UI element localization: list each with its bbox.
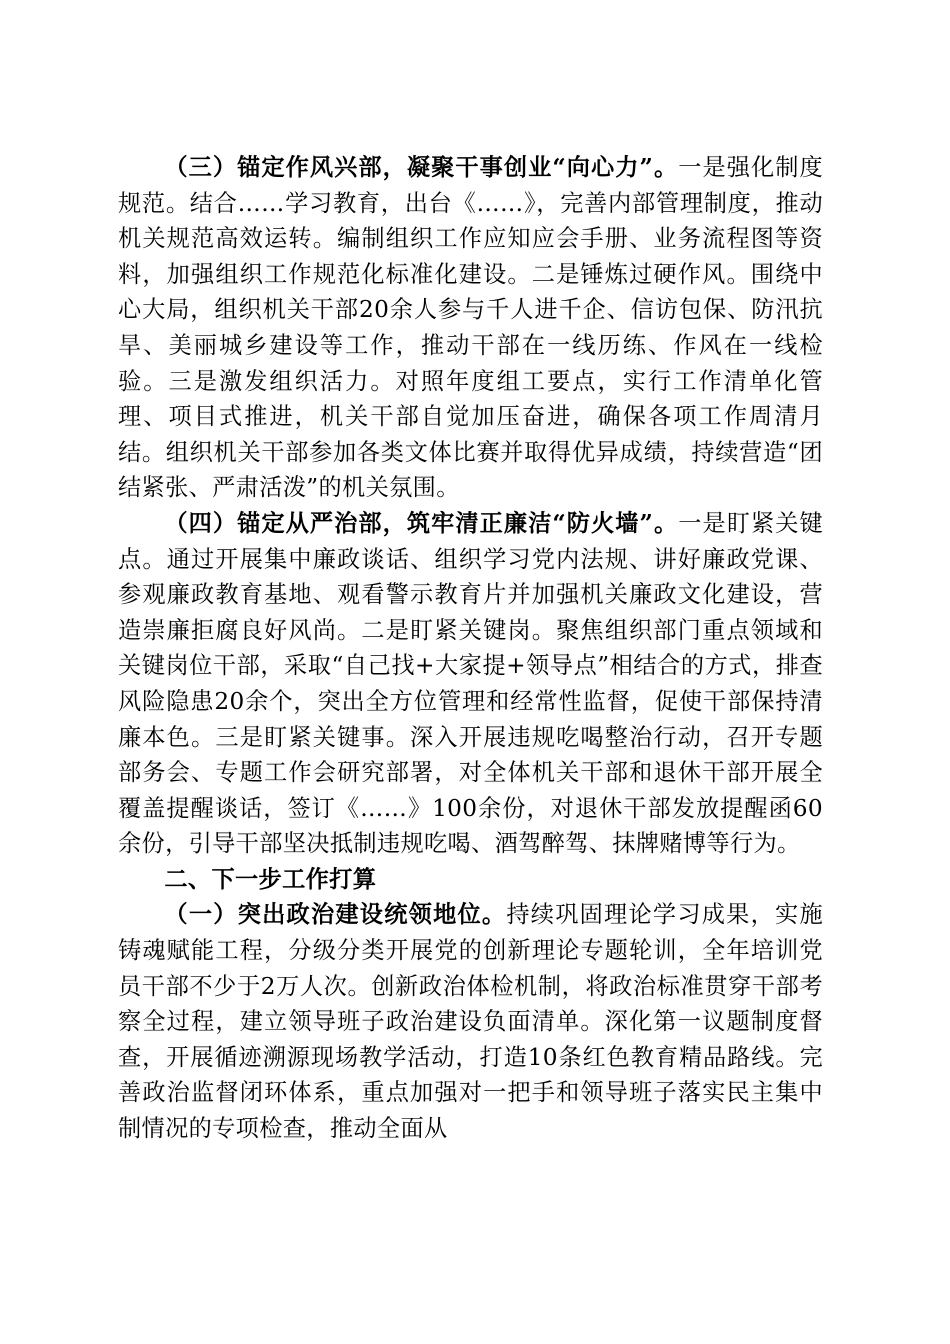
paragraph-style-building [118,150,823,506]
section-heading: 二、下一步工作打算 [164,865,377,893]
paragraph-text: 持续巩固理论学习成果，实施铸魂赋能工程，分级分类开展党的创新理论专题轮训，全年培训党员干部不少于2万人次。创新政治体检机制，将政治标准贯穿干部考察全过程，建立领导班子政治建设负面清单。深化第一议题制度督查，开展循迹溯源现场教学活动，打造10条红色教育精品路线。完善政治监督闭环体系，重点加强对一把手和领导班子落实民主集中制情况的专项检查，推动全面从 [118,901,823,1143]
paragraph-lead: （一）突出政治建设统领地位。 [164,901,507,929]
paragraph-text: 一是盯紧关键点。通过开展集中廉政谈话、组织学习党内法规、讲好廉政党课、参观廉政教育基地、观看警示教育片并加强机关廉政文化建设，营造崇廉拒腐良好风尚。二是盯紧关键岗。聚焦组织部门重点领域和关键岗位干部，采取“自己找+大家提+领导点”相结合的方式，排查风险隐患20余个，突出全方位管理和经常性监督，促使干部保持清廉本色。三是盯紧关键事。深入开展违规吃喝整治行动，召开专题部务会、专题工作会研究部署，对全体机关干部和退休干部开展全覆盖提醒谈话，签订《……》100余份，对退休干部发放提醒函60余份，引导干部坚决抵制违规吃喝、酒驾醉驾、抹牌赌博等行为。 [118,509,823,858]
paragraph-lead: （四）锚定从严治部，筑牢清正廉洁“防火墙”。 [164,509,679,537]
paragraph-text: 一是强化制度规范。结合……学习教育，出台《……》，完善内部管理制度，推动机关规范高效运转。编制组织工作应知应会手册、业务流程图等资料，加强组织工作规范化标准化建设。二是锤炼过硬作风。围绕中心大局，组织机关干部20余人参与千人进千企、信访包保、防汛抗旱、美丽城乡建设等工作，推动干部在一线历练、作风在一线检验。三是激发组织活力。对照年度组工要点，实行工作清单化管理、项目式推进，机关干部自觉加压奋进，确保各项工作周清月结。组织机关干部参加各类文体比赛并取得优异成绩，持续营造“团结紧张、严肃活泼”的机关氛围。 [118,154,823,502]
document-body [118,150,823,1147]
paragraph-lead: （三）锚定作风兴部，凝聚干事创业“向心力”。 [164,154,679,181]
paragraph-political-building [118,897,823,1146]
paragraph-integrity [118,506,823,862]
